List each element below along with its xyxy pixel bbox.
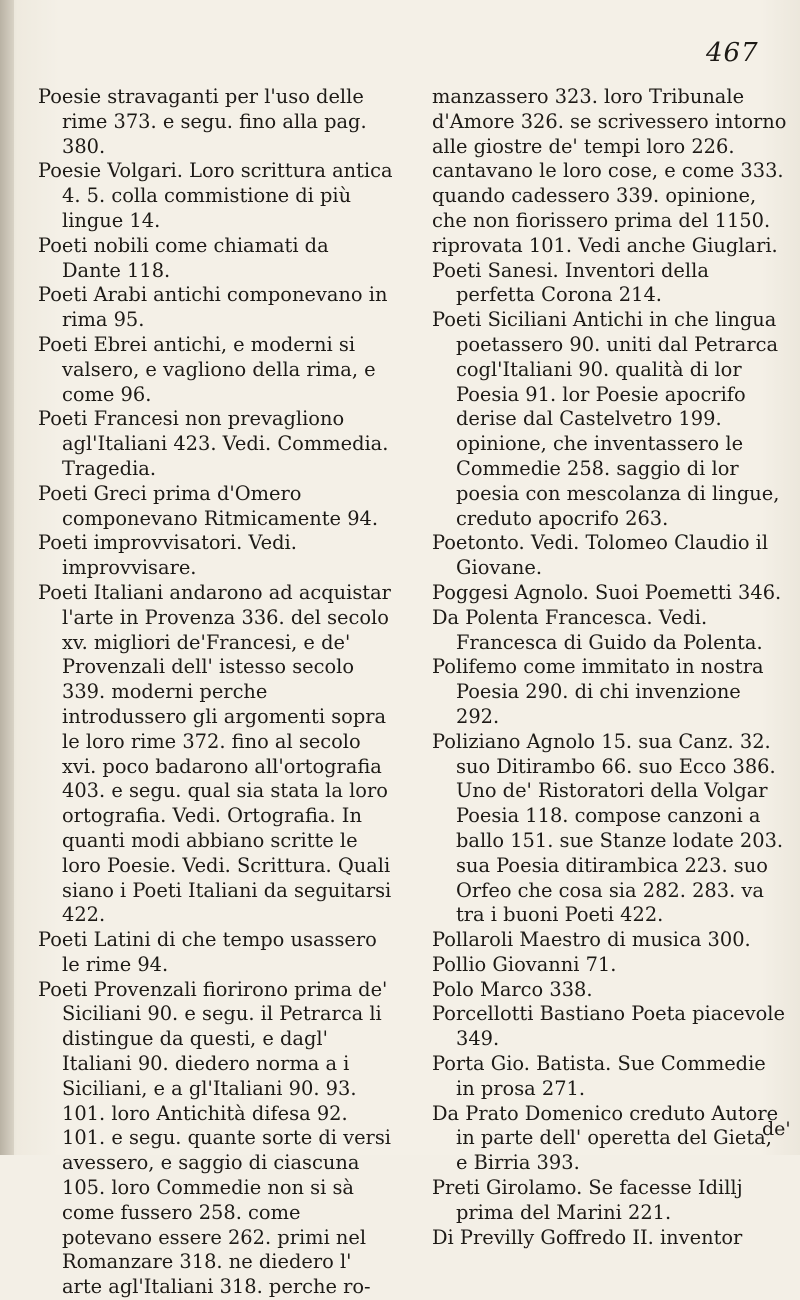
page-number: 467 xyxy=(706,38,759,68)
index-entry: Poeti Latini di che tempo usassero le rime 94. xyxy=(38,928,377,976)
index-entry: Poeti Ebrei antichi, e moderni si valsero, e vagliono della rima, e come 96. xyxy=(38,332,376,406)
index-column-right xyxy=(432,85,787,1250)
index-entry: Di Previlly Goffredo II. inventor xyxy=(432,1225,743,1249)
index-entry: Poeti nobili come chiamati da Dante 118. xyxy=(38,233,329,282)
index-entry: Preti Girolamo. Se facesse Idillj prima del Marini 221. xyxy=(432,1176,743,1224)
index-entry: Poeti Sanesi. Inventori della perfetta Corona 214. xyxy=(432,258,709,307)
index-entry: Poeti improvvisatori. Vedi. improvvisare. xyxy=(38,531,297,580)
index-entry: Da Prato Domenico creduto Autore in parte dell' operetta del Gieta, e Birria 393. xyxy=(432,1101,779,1175)
index-entry: Da Polenta Francesca. Vedi. Francesca di Guido da Polenta. xyxy=(432,605,763,654)
index-entry: Polifemo come immitato in nostra Poesia 290. di chi invenzione 292. xyxy=(432,655,764,728)
index-entry: manzassero 323. loro Tribunale d'Amore 326. se scrivessero intorno alle giostre de' tempi loro 226. cantavano le loro cose, e come 333. quando cadessero 339. opinione, che non fiorissero prima del 1150. riprovata 101. Vedi anche Giuglari. xyxy=(432,85,787,257)
index-entry: Porcellotti Bastiano Poeta piacevole 349. xyxy=(432,1002,785,1051)
index-column-left xyxy=(38,85,393,1300)
index-entry: Poesie stravaganti per l'uso delle rime 373. e segu. fino alla pag. 380. xyxy=(38,85,367,158)
catchword: de' xyxy=(762,1118,791,1140)
index-entry: Poeti Italiani andarono ad acquistar l'arte in Provenza 336. del secolo xv. migliori de'Francesi, e de' Provenzali dell' istesso secolo 339. moderni perche introdussero gli argomenti sopra le loro rime 372. fino al secolo xvi. poco badarono all'ortografia 403. e segu. qual sia stata la loro ortografia. Vedi. Ortografia. In quanti modi abbiano scritte le loro Poesie. Vedi. Scrittura. Quali siano i Poeti Italiani da seguitarsi 422. xyxy=(38,580,392,927)
index-entry: Poeti Siciliani Antichi in che lingua poetassero 90. uniti dal Petrarca cogl'Italiani 90. qualità di lor Poesia 91. lor Poesie apocrifo derise dal Castelvetro 199. opinione, che inventassero le Commedie 258. saggio di lor poesia con mescolanza di lingue, creduto apocrifo 263. xyxy=(432,308,780,530)
index-entry: Poeti Greci prima d'Omero componevano Ritmicamente 94. xyxy=(38,481,379,530)
index-entry: Poeti Provenzali fiorirono prima de' Siciliani 90. e segu. il Petrarca li distingue da questi, e dagl' Italiani 90. diedero norma a i Siciliani, e a gl'Italiani 90. 93. 101. loro Antichità difesa 92. 101. e segu. quante sorte di versi avessero, e saggio di ciascuna 105. loro Commedie non si sà come fussero 258. come potevano essere 262. primi nel Romanzare 318. ne diedero l' arte agl'Italiani 318. perche ro- xyxy=(38,977,391,1299)
index-entry: Polo Marco 338. xyxy=(432,977,593,1001)
index-entry: Poliziano Agnolo 15. sua Canz. 32. suo Ditirambo 66. suo Ecco 386. Uno de' Ristoratori della Volgar Poesia 118. compose canzoni a ballo 151. sue Stanze lodate 203. sua Poesia ditirambica 223. suo Orfeo che cosa sia 282. 283. va tra i buoni Poeti 422. xyxy=(432,729,784,927)
index-entry: Pollio Giovanni 71. xyxy=(432,952,617,976)
index-entry: Porta Gio. Batista. Sue Commedie in prosa 271. xyxy=(432,1052,766,1100)
index-entry: Pollaroli Maestro di musica 300. xyxy=(432,928,751,952)
index-entry: Poeti Francesi non prevagliono agl'Italiani 423. Vedi. Commedia. Tragedia. xyxy=(38,407,389,480)
index-entry: Poeti Arabi antichi componevano in rima 95. xyxy=(38,283,388,332)
index-entry: Poggesi Agnolo. Suoi Poemetti 346. xyxy=(432,580,782,604)
index-entry: Poetonto. Vedi. Tolomeo Claudio il Giovane. xyxy=(432,531,769,580)
index-entry: Poesie Volgari. Loro scrittura antica 4. 5. colla commistione di più lingue 14. xyxy=(38,159,393,232)
page-binding-edge xyxy=(0,0,14,1155)
